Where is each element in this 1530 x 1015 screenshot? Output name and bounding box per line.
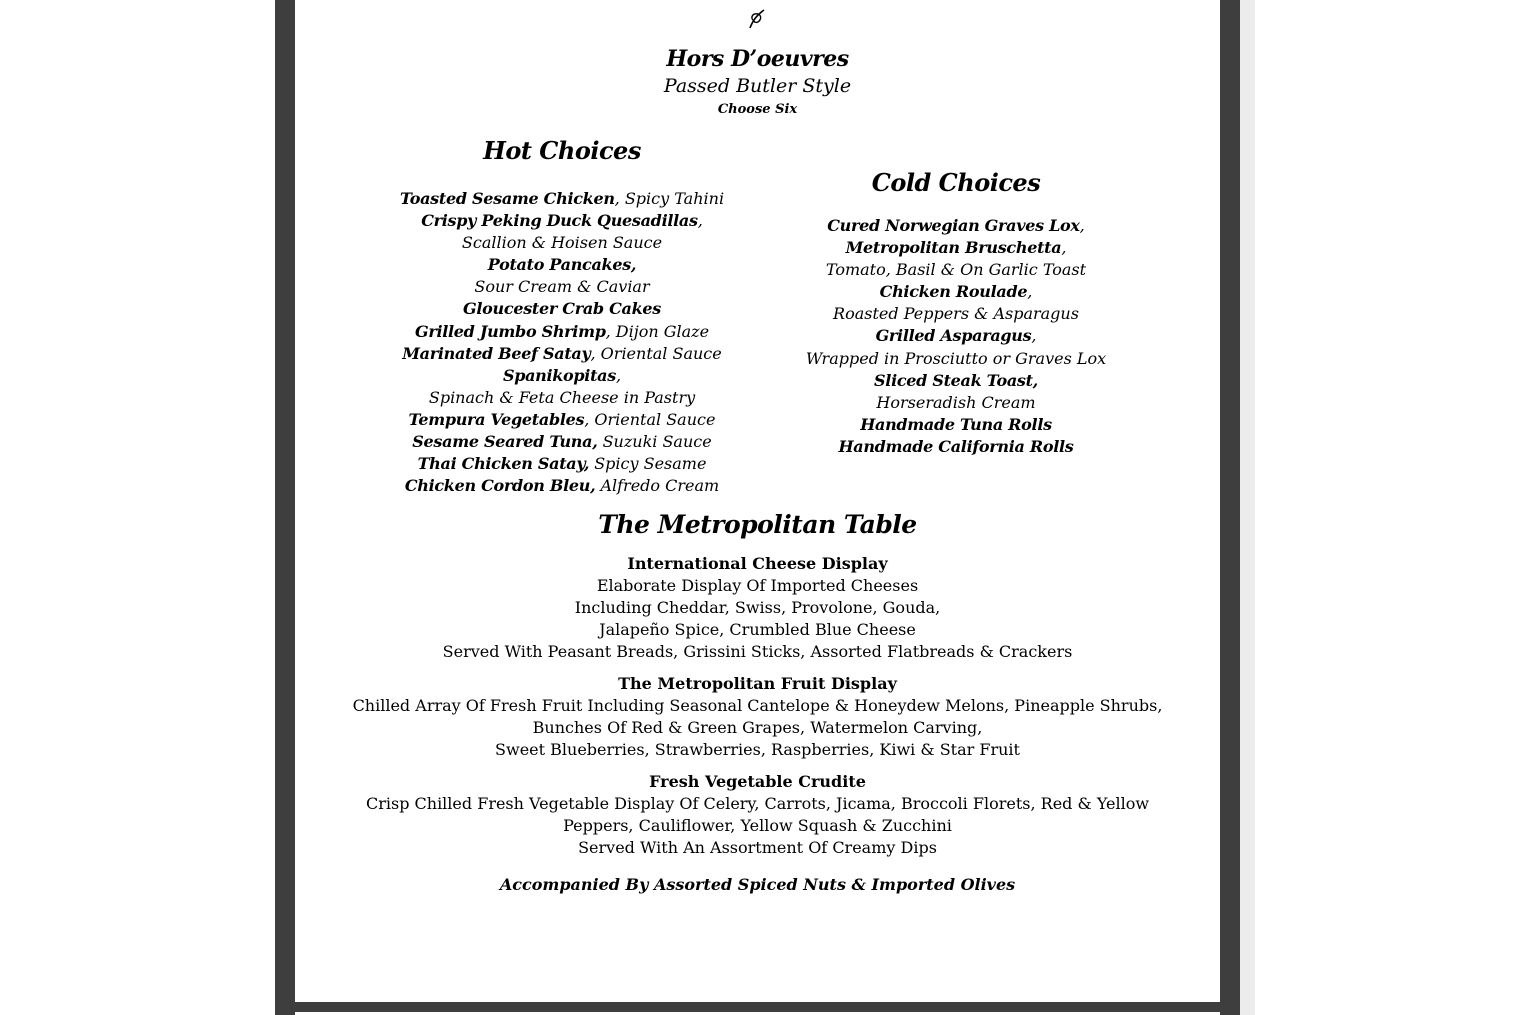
cold-choices-heading: Cold Choices [871,168,1041,197]
menu-item [382,475,742,497]
menu-item [781,215,1131,237]
cheese-display-section [295,553,1220,663]
menu-item-description: , Dijon Glaze [605,321,710,341]
menu-item [382,188,742,210]
menu-item-description: Alfredo Cream [595,476,720,496]
menu-item [382,365,742,387]
menu-item-description: Tomato, Basil & On Garlic Toast [825,260,1087,280]
menu-item-description: , [697,211,703,231]
metropolitan-table-title: The Metropolitan Table [598,510,917,539]
menu-item-name: Gloucester Crab Cakes [463,299,661,319]
menu-item [781,303,1131,325]
menu-item-name: Handmade California Rolls [838,436,1074,456]
section-line: Including Cheddar, Swiss, Provolone, Gouda, [574,598,941,617]
section-line: Served With An Assortment Of Creamy Dips [578,838,937,857]
section-line: Served With Peasant Breads, Grissini Sticks, Assorted Flatbreads & Crackers [442,642,1073,661]
menu-item-name: Sliced Steak Toast, [874,370,1038,390]
menu-item-name: Spanikopitas [502,365,616,385]
viewer-right-gutter [1240,0,1255,1015]
menu-item-name: Tempura Vegetables [408,409,585,429]
closing-note: Accompanied By Assorted Spiced Nuts & Imported Olives [499,875,1016,894]
menu-item-description: , Oriental Sauce [590,343,722,363]
menu-item-name: Chicken Roulade [879,282,1028,302]
section-name: Fresh Vegetable Crudite [649,772,866,791]
menu-item [781,281,1131,303]
menu-item [382,210,742,232]
menu-item-description: Spinach & Feta Cheese in Pastry [428,387,696,407]
menu-item [781,436,1131,458]
menu-item-description: , [1031,326,1037,346]
vegetable-crudite-section [295,771,1220,859]
menu-item-description: Scallion & Hoisen Sauce [461,233,663,253]
menu-item-description: , Spicy Tahini [614,189,725,208]
menu-item [382,254,742,276]
menu-item [382,298,742,320]
hot-choices-heading: Hot Choices [483,136,641,165]
menu-item [382,343,742,365]
section-line: Elaborate Display Of Imported Cheeses [596,576,919,595]
menu-item-name: Potato Pancakes, [487,255,637,275]
section-name: The Metropolitan Fruit Display [618,674,897,693]
menu-item [781,414,1131,436]
menu-item [781,348,1131,370]
leaf-flourish-icon [747,6,767,32]
menu-item-name: Marinated Beef Satay [402,343,591,363]
menu-item-description: , [615,365,622,385]
section-line: Crisp Chilled Fresh Vegetable Display Of Celery, Carrots, Jicama, Broccoli Florets, Red & Yellow [365,794,1150,813]
menu-item-name: Toasted Sesame Chicken [399,189,615,208]
menu-item [382,387,742,409]
menu-item-description: Wrapped in Prosciutto or Graves Lox [805,348,1107,368]
menu-item-name: Cured Norwegian Graves Lox [827,216,1080,235]
menu-item-description: , Oriental Sauce [584,409,716,429]
passed-butler-subtitle: Passed Butler Style [663,75,852,97]
menu-page [295,0,1220,1002]
menu-item-name: Handmade Tuna Rolls [860,414,1052,434]
fruit-display-section [295,673,1220,761]
menu-item-name: Metropolitan Bruschetta [845,238,1062,258]
menu-item [382,409,742,431]
cold-choices-list [781,215,1131,458]
section-line: Chilled Array Of Fresh Fruit Including Seasonal Cantelope & Honeydew Melons, Pineapple Shrubs, [352,696,1163,715]
menu-item-description: Horseradish Cream [876,392,1036,412]
menu-item [781,237,1131,259]
section-name: International Cheese Display [627,554,888,573]
menu-item [781,392,1131,414]
section-line: Jalapeño Spice, Crumbled Blue Cheese [599,620,916,639]
hot-choices-list [382,188,742,497]
menu-item-name: Thai Chicken Satay, [417,454,590,474]
menu-item-description: Roasted Peppers & Asparagus [833,304,1079,324]
menu-item [382,321,742,343]
menu-item [781,325,1131,347]
menu-item [382,276,742,298]
menu-item-description: Spicy Sesame [589,454,707,474]
menu-item [781,370,1131,392]
menu-item [781,259,1131,281]
menu-item-name: Chicken Cordon Bleu, [404,476,596,496]
section-line: Sweet Blueberries, Strawberries, Raspberries, Kiwi & Star Fruit [495,740,1020,759]
menu-item-description: , [1027,282,1033,302]
menu-item [382,232,742,254]
menu-item-name: Sesame Seared Tuna, [412,432,598,452]
menu-item-description: , [1079,216,1085,235]
menu-item-description: Sour Cream & Caviar [474,277,650,297]
menu-item-name: Grilled Jumbo Shrimp [414,321,606,341]
menu-item [382,431,742,453]
document-viewer-frame [275,0,1240,1015]
section-line: Bunches Of Red & Green Grapes, Watermelon Carving, [532,718,983,737]
menu-item [382,453,742,475]
section-line: Peppers, Cauliflower, Yellow Squash & Zucchini [563,816,952,835]
menu-item-description: , [1061,238,1067,258]
menu-item-name: Crispy Peking Duck Quesadillas [421,211,698,231]
menu-item-name: Grilled Asparagus [875,326,1032,346]
choose-six-note: Choose Six [717,102,798,117]
menu-item-description: Suzuki Sauce [597,432,712,452]
hors-doeuvres-title: Hors D’oeuvres [666,46,849,72]
